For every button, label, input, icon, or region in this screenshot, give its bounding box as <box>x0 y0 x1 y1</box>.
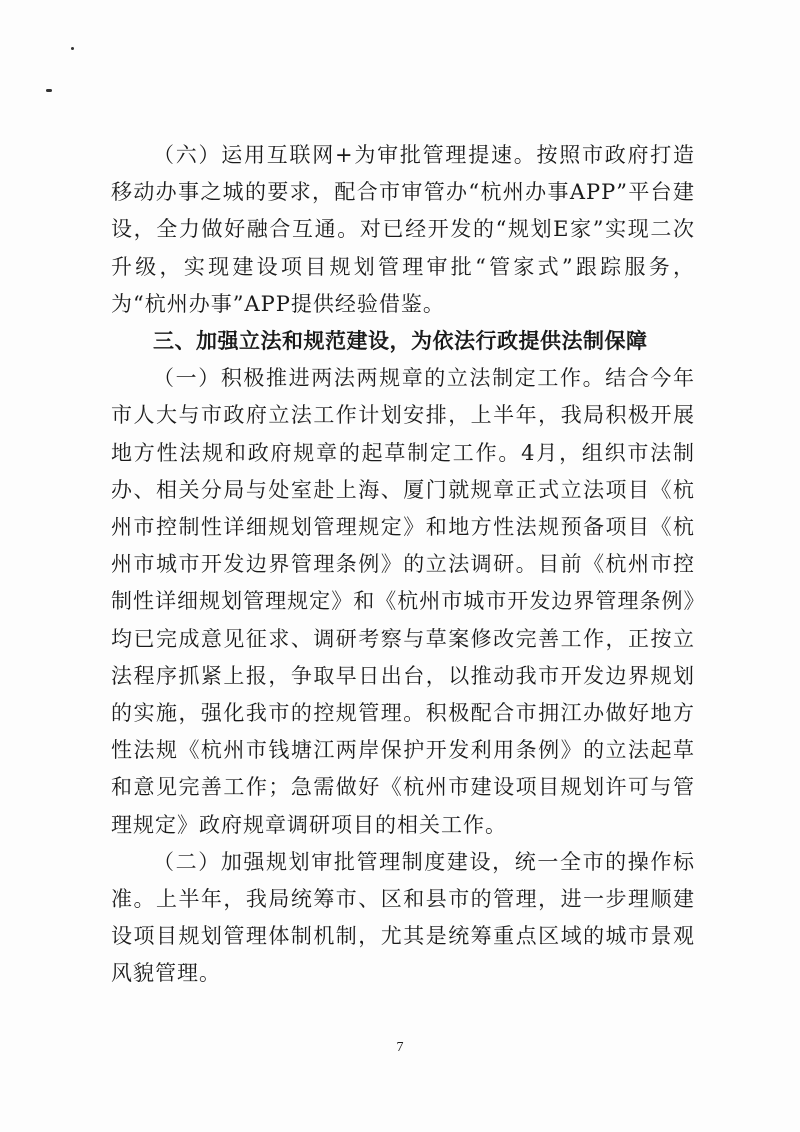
scan-speck <box>71 47 74 50</box>
document-body <box>111 137 695 993</box>
page-number: 7 <box>396 1040 404 1055</box>
paragraph-item-6-internet-approval: （六）运用互联网+为审批管理提速。按照市政府打造移动办事之城的要求，配合市审管办“杭州办事APP”平台建设，全力做好融合互通。对已经开发的“规划E家”实现二次升级，实现建设项目规划管理审批“管家式”跟踪服务，为“杭州办事”APP提供经验借鉴。 <box>111 143 695 316</box>
paragraph-item-1-legislation: （一）积极推进两法两规章的立法制定工作。结合今年市人大与市政府立法工作计划安排，上半年，我局积极开展地方性法规和政府规章的起草制定工作。4月，组织市法制办、相关分局与处室赴上海、厦门就规章正式立法项目《杭州市控制性详细规划管理规定》和地方性法规预备项目《杭州市城市开发边界管理条例》的立法调研。目前《杭州市控制性详细规划管理规定》和《杭州市城市开发边界管理条例》均已完成意见征求、调研考察与草案修改完善工作，正按立法程序抓紧上报，争取早日出台，以推动我市开发边界规划的实施，强化我市的控规管理。积极配合市拥江办做好地方性法规《杭州市钱塘江两岸保护开发利用条例》的立法起草和意见完善工作；急需做好《杭州市建设项目规划许可与管理规定》政府规章调研项目的相关工作。 <box>111 366 695 837</box>
section-heading-3: 三、加强立法和规范建设，为依法行政提供法制保障 <box>153 329 648 354</box>
paragraph-item-2-approval-system: （二）加强规划审批管理制度建设，统一全市的操作标准。上半年，我局统筹市、区和县市的管理，进一步理顺建设项目规划管理体制机制，尤其是统筹重点区域的城市景观风貌管理。 <box>111 849 695 986</box>
scan-speck <box>46 89 52 92</box>
